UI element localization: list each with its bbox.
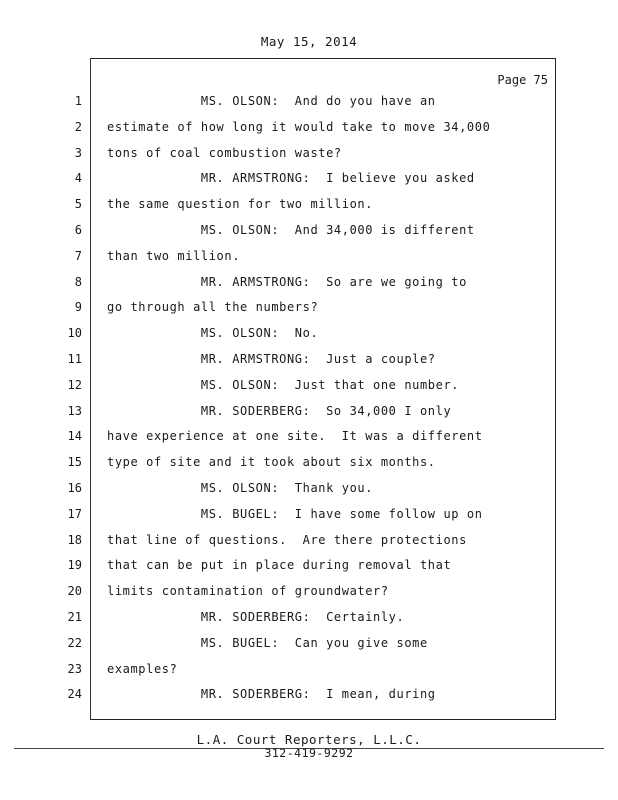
- transcript-line: the same question for two million.: [107, 197, 374, 212]
- line-number: 20: [67, 584, 82, 599]
- transcript-line: MS. OLSON: And 34,000 is different: [107, 223, 475, 237]
- line-number: 11: [67, 352, 82, 366]
- transcript-line: than two million.: [107, 248, 241, 263]
- line-number: 22: [67, 635, 82, 650]
- header-date: May 15, 2014: [260, 34, 358, 49]
- line-number: 10: [67, 326, 82, 341]
- line-number: 5: [74, 197, 82, 212]
- line-number: 12: [67, 377, 82, 392]
- line-number: 2: [74, 119, 82, 134]
- line-number: 17: [67, 506, 82, 521]
- transcript-line: MR. SODERBERG: So 34,000 I only: [107, 403, 452, 418]
- transcript-line: have experience at one site. It was a different: [107, 429, 483, 444]
- transcript-line: MS. OLSON: And do you have an: [107, 94, 436, 108]
- line-number: 6: [74, 223, 82, 237]
- transcript-line: MR. ARMSTRONG: So are we going to: [107, 274, 467, 289]
- line-number: 16: [67, 481, 82, 495]
- line-number: 13: [67, 403, 82, 418]
- line-number: 7: [74, 248, 82, 263]
- line-number: 8: [74, 274, 82, 289]
- line-number: 21: [67, 610, 82, 624]
- footer-phone: 312-419-9292: [264, 746, 354, 760]
- line-number: 1: [74, 94, 82, 108]
- transcript-line: MR. SODERBERG: I mean, during: [107, 687, 436, 702]
- line-number: 15: [67, 455, 82, 470]
- line-number: 23: [67, 661, 82, 676]
- line-number: 9: [74, 300, 82, 315]
- line-number: 24: [67, 687, 82, 702]
- transcript-line: go through all the numbers?: [107, 300, 319, 315]
- transcript-line: tons of coal combustion waste?: [107, 145, 342, 160]
- transcript-line: MS. OLSON: Thank you.: [107, 481, 374, 495]
- transcript-line: estimate of how long it would take to move 34,000: [107, 119, 491, 134]
- transcript-line: MS. BUGEL: Can you give some: [107, 635, 428, 650]
- line-number: 19: [67, 558, 82, 573]
- line-number: 3: [74, 145, 82, 160]
- line-number: 4: [74, 171, 82, 186]
- page-number: Page 75: [497, 73, 548, 87]
- transcript-line: limits contamination of groundwater?: [107, 584, 389, 599]
- transcript-line: MS. OLSON: No.: [107, 326, 319, 341]
- transcript-line: that can be put in place during removal that: [107, 558, 452, 573]
- transcript-line: MR. ARMSTRONG: I believe you asked: [107, 171, 475, 186]
- transcript-line: type of site and it took about six months.: [107, 455, 436, 470]
- transcript-line: MS. OLSON: Just that one number.: [107, 377, 460, 392]
- transcript-line: MS. BUGEL: I have some follow up on: [107, 506, 483, 521]
- footer-company: L.A. Court Reporters, L.L.C.: [196, 732, 422, 747]
- frame-top-rule: [90, 58, 556, 59]
- line-number: 14: [67, 429, 82, 444]
- transcript-line: MR. SODERBERG: Certainly.: [107, 610, 405, 624]
- transcript-line: that line of questions. Are there protections: [107, 532, 467, 547]
- line-number-margin-rule: [90, 58, 91, 720]
- transcript-line: examples?: [107, 661, 178, 676]
- line-number: 18: [67, 532, 82, 547]
- transcript-line: MR. ARMSTRONG: Just a couple?: [107, 352, 436, 366]
